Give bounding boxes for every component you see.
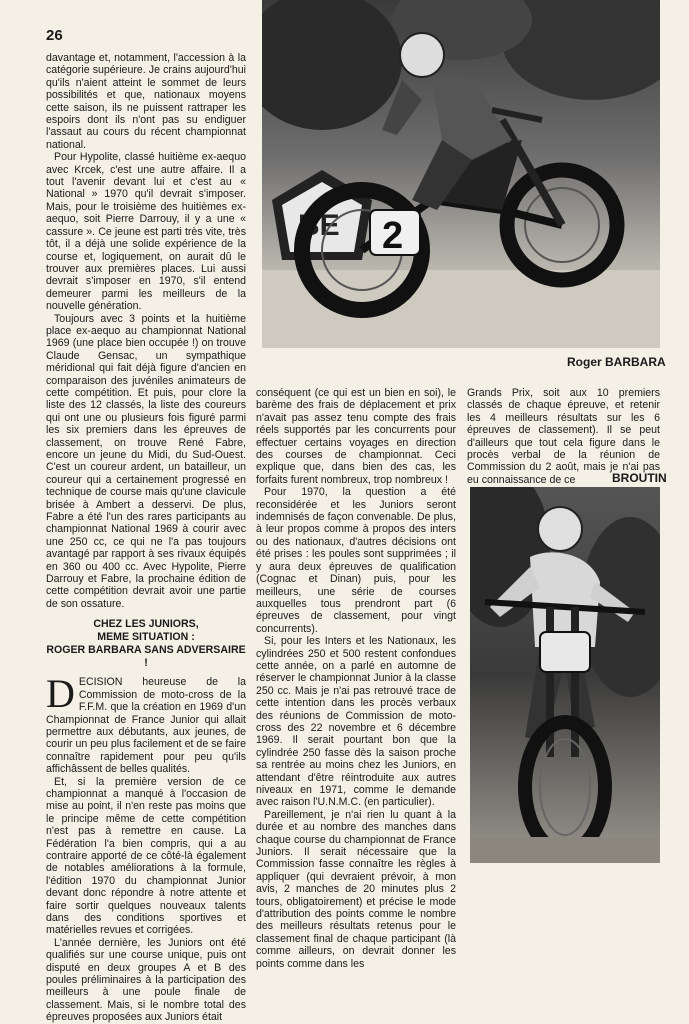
- number-plate: 2: [382, 215, 404, 257]
- paragraph: Grands Prix, soit aux 10 premiers classés de chaque épreuve, et retenir les 4 meilleurs résultats sur les 6 épreuves de classement). Il se peut d'ailleurs que tout cela figure dans le procès verbal de la réunion de Commission du 2 août, mais je n'ai pas eu connaissance de ce: [467, 387, 660, 486]
- paragraph: conséquent (ce qui est un bien en soi), le barème des frais de déplacement et prix n'avait pas assez tenu compte des frais réels supportés par les concurrents pour effectuer certains voyages en direction des courses de championnat. Ceci explique que, dans bien des cas, les forfaits furent nombreux, trop nombreux !: [256, 387, 456, 486]
- section-heading-line: CHEZ LES JUNIORS,: [93, 618, 199, 631]
- article-column-1: [46, 52, 246, 1024]
- drop-cap: D: [46, 671, 75, 717]
- paragraph-text: ECISION heureuse de la Commission de moto-cross de la F.F.M. que la création en 1969 d'un Championnat de France Junior qui allait permettre aux débutants, aux jeunes, de courir un peu plus facilement et de se faire connaître rapidement pour peu qu'ils affichâssent de belles qualités.: [46, 676, 246, 776]
- paragraph: Si, pour les Inters et les Nationaux, les cylindrées 250 et 500 restent confondues cette année, on a parlé en automne de réserver le championnat Junior à la classe 250 cc. Mais je n'ai pas retrouvé trace de cette intention dans les procès verbaux des réunions de Commission de moto-cross des 22 novembre et 6 décembre 1969. Il serait pourtant bon que la cylindrée 250 fasse dès la saison proche sa rentrée au moins chez les Juniors, en attendant d'être réintroduite aux autres niveaux en 1971, comme le demande avec raison l'U.N.M.C. (en particulier).: [256, 635, 456, 809]
- photo-caption-barbara: Roger BARBARA: [567, 355, 666, 369]
- section-heading-line: MEME SITUATION :: [97, 631, 195, 644]
- paragraph: Toujours avec 3 points et la huitième place ex-aequo au championnat National 1969 (une place bien occupée !) on trouve Claude Gensac, un sympathique méridional qui fait déjà figure d'ancien en comparaison des juvéniles animateurs de cette compétition. Et puis, pour clore la liste des 12 classés, la liste des coureurs qui ont une ou plusieurs fois figuré parmi les six premiers dans les épreuves de classement, on trouve René Fabre, encore un jeune du Midi, du Sud-Ouest. C'est un coureur ardent, un batailleur, un coureur qui a certainement progressé en technique de course mais qu'une clavicule brisée à Ambert a desservi. De plus, Fabre a été l'un des rares participants au championnat National 1969 à courir avec une 250 cc, ce qui ne l'a pas toujours avantagé par rapport à ses rivaux équipés en 360 ou 400 cc. Avec Hypolite, Pierre Darrouy et Fabre, la prochaine édition de cette compétition devrait avoir une partie de son ossature.: [46, 312, 246, 610]
- paragraph: Pour 1970, la question a été reconsidérée et les Juniors seront indemnisés de façon convenable. De plus, à leur propos comme à propos des inters ou des nationaux, d'autres décisions ont été prises : les poules sont supprimées ; il y aura deux épreuves de qualification (Cognac et Dinan) puis, pour les meilleurs, une série de courses auxquelles tous prendront part (6 épreuves de classement, pour vingt concurrents).: [256, 486, 456, 635]
- page-number: 26: [46, 27, 63, 44]
- photo-caption-broutin: BROUTIN: [612, 471, 667, 485]
- paragraph-with-dropcap: [46, 671, 246, 776]
- paragraph: L'année dernière, les Juniors ont été qualifiés sur une course unique, puis ont disputé en deux groupes A et B des poules préliminaires à la participation des meilleurs à une poule finale de classement. Mais, si le nombre total des épreuves proposées aux Juniors était: [46, 936, 246, 1024]
- section-heading: [46, 618, 246, 670]
- sign-text: BE: [298, 209, 340, 242]
- paragraph: Pour Hypolite, classé huitième ex-aequo avec Krcek, c'est une autre affaire. Il a tout l'avenir devant lui et c'est au « National » 1970 qu'il devrait s'imposer. Mais, pour le troisième des huitièmes ex-aequo, soit Pierre Darrouy, il y a une « cassure ». Ce jeune est parti très vite, très tôt, il a déjà une solide expérience de la course et, logiquement, on aurait dû le trouver aux premières places. Lui aussi devrait s'imposer en 1970, s'il entend demeurer parmi les meilleurs de la nouvelle génération.: [46, 151, 246, 313]
- paragraph: davantage et, notamment, l'accession à la catégorie supérieure. Je crains aujourd'hui qu'ils n'aient atteint le sommet de leurs possibilités et que, nationaux moyens cette saison, ils ne puissent rattraper les espoirs dont ils n'ont pas su endiguer l'assaut au cours du récent championnat national.: [46, 52, 246, 151]
- paragraph: Et, si la première version de ce championnat a manqué à l'occasion de mise au point, il n'en reste pas moins que le principe même de cette compétition n'est pas à remettre en cause. La Fédération l'a bien compris, qui a au contraire apporté de ce côté-là également de notables améliorations à la formule, l'édition 1970 du championnat Junior devant donc répondre à notre attente et faire sortir quelques nouveaux talents dans des conditions sportives et matérielles revues et corrigées.: [46, 775, 246, 937]
- motocross-photo-broutin: [470, 487, 660, 863]
- paragraph: Pareillement, je n'ai rien lu quant à la durée et au nombre des manches dans chaque course du championnat de France Juniors. Il serait nécessaire que la Commission fasse connaître les règles à appliquer (qui devraient prévoir, à mon avis, 2 manches de 20 minutes plus 2 tours, obligatoirement) et précise le mode d'attribution des points comme le nombre des meilleurs résultats retenus pour le classement final de chaque participant (là comme ailleurs, on devrait donner les points comme dans les: [256, 808, 456, 970]
- article-column-2: [256, 387, 456, 970]
- motocross-photo-barbara: [262, 0, 660, 348]
- section-heading-line: ROGER BARBARA SANS ADVERSAIRE !: [46, 644, 246, 670]
